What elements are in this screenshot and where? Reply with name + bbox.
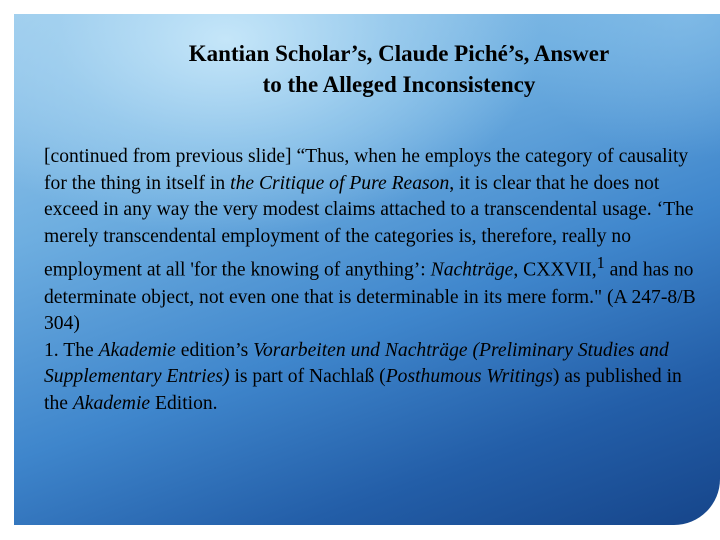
note-posthumous: Posthumous Writings	[385, 366, 553, 388]
footnote-paragraph	[44, 338, 699, 418]
quote-critique-title: the Critique of Pure Reason	[230, 172, 450, 194]
note-text-e: Edition.	[150, 392, 218, 414]
note-text-b: edition’s	[175, 339, 254, 361]
quote-text-b: , it is clear that he does not exceed in any way the very modest claims attached to a transcendental usage. ‘The merely transcendental employment of the categories is, therefore, really no employment at all 'for the knowing of anything’:	[44, 172, 694, 281]
slide-title	[109, 38, 689, 100]
slide	[14, 14, 720, 525]
note-akademie: Akademie	[98, 339, 176, 361]
title-line-2: to the Alleged Inconsistency	[262, 72, 536, 97]
quote-paragraph	[44, 144, 699, 338]
note-text-a: 1. The	[44, 339, 99, 361]
slide-body	[44, 144, 699, 417]
note-text-c: is part of Nachlaß (	[229, 366, 386, 388]
quote-text-d: and has no determinate object, not even one that is determinable in its mere form." (A 247-8/B 304)	[44, 259, 696, 335]
quote-text-c: , CXXVII,	[513, 259, 597, 281]
quote-text-a: [continued from previous slide] “Thus, when he employs the category of causality for the thing in itself in	[44, 146, 689, 194]
note-vorarbeiten: Vorarbeiten und Nachträge (Preliminary Studies and Supplementary Entries)	[44, 339, 669, 388]
note-akademie-2: Akademie	[72, 392, 151, 414]
note-text-d: ) as published in the	[44, 366, 682, 414]
title-line-1: Kantian Scholar’s, Claude Piché’s, Answer	[188, 41, 610, 66]
quote-nachtraege: Nachträge	[430, 259, 514, 281]
footnote-marker: 1	[596, 253, 605, 273]
